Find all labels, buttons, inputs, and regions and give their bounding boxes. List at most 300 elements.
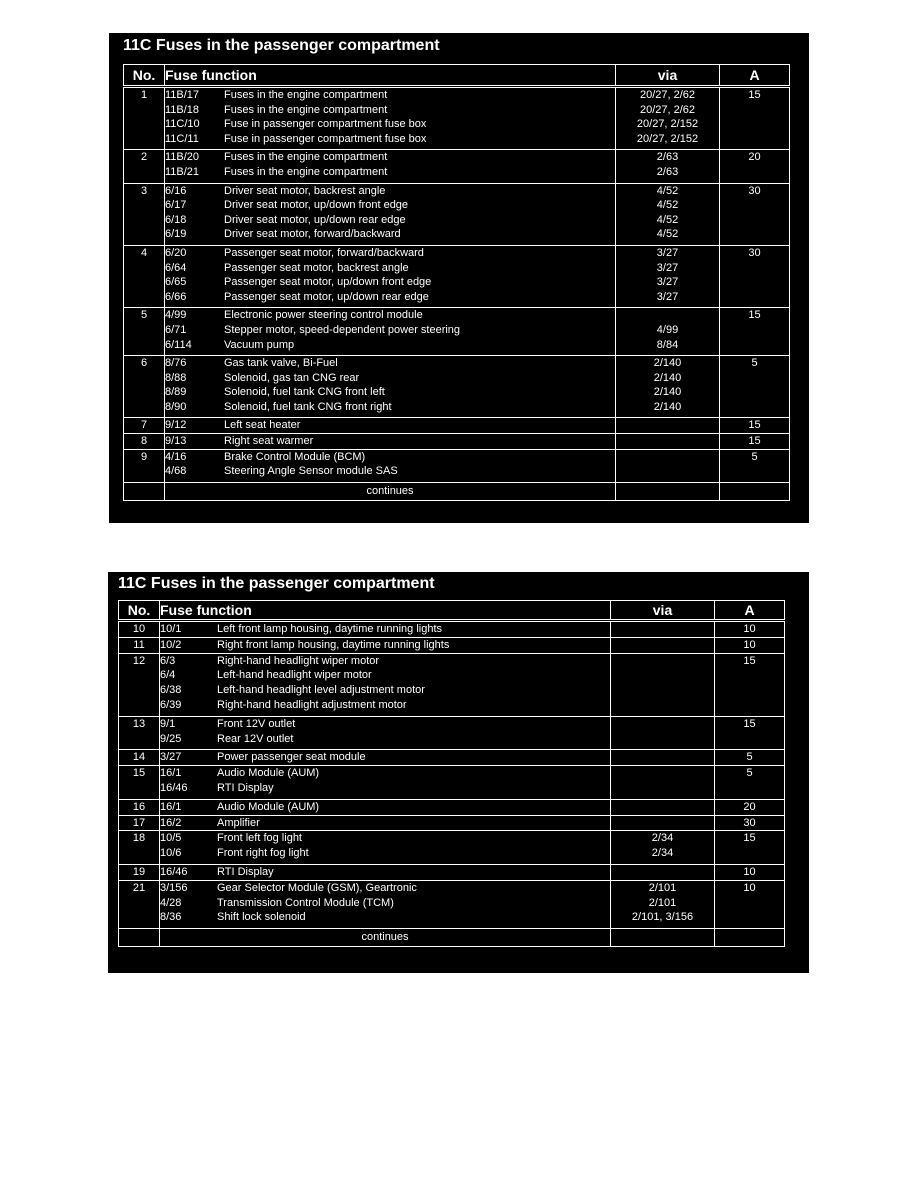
component-description: Shift lock solenoid [217,911,306,924]
component-description: Front 12V outlet [217,717,296,730]
table-row [119,716,785,750]
fuse-table [118,600,785,947]
via-value: 2/140 [653,371,682,384]
amperage-value: 15 [743,717,756,730]
via-value: 3/27 [656,261,679,274]
via-value [611,683,714,698]
table-row [124,150,790,183]
via-value [611,698,714,713]
fuse-number: 11 [133,638,145,651]
fuse-function-line [165,198,615,213]
table-row [119,880,785,928]
fuse-function-line [165,117,615,132]
fuse-panel-1 [109,33,809,523]
component-code: 6/3 [160,654,176,667]
component-description: Power passenger seat module [217,751,366,764]
via-cell [616,150,720,183]
fuse-number-cell [124,183,165,245]
fuse-function-line [160,781,610,796]
component-code: 16/46 [160,865,188,878]
via-value: 20/27, 2/62 [639,89,696,101]
via-value: 2/63 [656,165,679,178]
fuse-number-cell [119,880,160,928]
fuse-number: 4 [140,246,148,259]
component-code: 6/17 [165,199,187,212]
table-row [119,864,785,880]
amperage-cell [720,245,790,307]
component-code: 11B/17 [165,89,200,101]
component-code: 9/12 [165,419,187,432]
component-description: Solenoid, fuel tank CNG front left [224,386,385,399]
fuse-function-cell [165,87,616,150]
fuse-function-line [165,308,615,323]
amperage-value: 10 [743,623,756,635]
component-code: 11C/10 [165,118,200,131]
amperage-cell [720,356,790,418]
via-cell [616,356,720,418]
fuse-number-cell [124,434,165,450]
fuse-function-cell [165,183,616,245]
fuse-number-cell [119,637,160,653]
fuse-number: 8 [140,435,148,448]
component-code: 6/19 [165,228,187,241]
via-cell [611,799,715,815]
via-value: 4/52 [656,184,679,197]
amperage-cell [720,418,790,434]
component-code: 9/1 [160,717,176,730]
amperage-value: 15 [743,832,756,845]
component-description: Solenoid, gas tan CNG rear [224,371,360,384]
continues-label: continues [160,929,611,947]
via-value [616,464,719,479]
component-description: Solenoid, fuel tank CNG front right [224,400,392,413]
amperage-value: 15 [748,419,761,432]
fuse-function-cell [160,637,611,653]
table-row [119,766,785,800]
fuse-number: 12 [132,654,146,667]
component-description: Fuses in the engine compartment [224,89,388,101]
via-value: 4/99 [656,323,679,336]
amperage-value: 5 [751,357,758,370]
amperage-cell [720,183,790,245]
table-header-row [119,601,785,621]
via-value: 2/101, 3/156 [631,911,694,924]
fuse-function-cell [160,621,611,638]
fuse-number-cell [119,716,160,750]
amperage-cell [715,716,785,750]
fuse-number-cell [119,864,160,880]
fuse-function-line [165,132,615,147]
component-code: 11B/18 [165,103,200,116]
via-value: 2/140 [653,400,682,413]
fuse-panel-2 [108,572,809,973]
fuse-function-line [165,88,615,103]
fuse-function-line [160,766,610,781]
header-via: via [611,601,715,621]
component-description: Left-hand headlight wiper motor [217,669,372,682]
fuse-number: 17 [132,816,146,829]
via-value [611,717,714,732]
fuse-function-line [160,816,610,831]
amperage-value: 15 [748,309,761,322]
via-value: 2/140 [653,357,682,370]
table-row [124,87,790,150]
component-description: Right seat warmer [224,435,314,448]
fuse-number: 14 [132,751,146,764]
amperage-value: 20 [743,800,756,813]
via-value [616,450,719,465]
component-code: 6/20 [165,246,187,259]
via-value: 2/101 [648,881,677,894]
component-code: 6/65 [165,276,187,289]
component-code: 3/27 [160,751,182,764]
table-row [119,815,785,831]
fuse-number-cell [119,799,160,815]
fuse-function-cell [160,653,611,716]
table-row [119,831,785,865]
header-no: No. [124,65,165,87]
fuse-number-cell [124,245,165,307]
fuse-function-line [160,668,610,683]
fuse-function-line [165,290,615,305]
via-cell [611,831,715,865]
component-description: Fuse in passenger compartment fuse box [224,132,427,145]
via-cell [611,880,715,928]
component-description: Driver seat motor, forward/backward [224,228,401,241]
component-code: 4/16 [165,450,187,463]
component-code: 16/1 [160,800,182,813]
component-code: 4/68 [165,465,187,478]
via-cell [616,434,720,450]
fuse-function-line [160,865,610,880]
component-description: Steering Angle Sensor module SAS [224,465,398,478]
amperage-cell [715,799,785,815]
amperage-cell [715,766,785,800]
component-code: 6/38 [160,684,182,697]
fuse-function-cell [160,880,611,928]
component-description: Passenger seat motor, forward/backward [224,246,424,259]
via-cell [616,308,720,356]
fuse-function-cell [165,245,616,307]
component-description: Driver seat motor, backrest angle [224,184,386,197]
fuse-function-cell [165,418,616,434]
fuse-function-line [160,881,610,896]
via-value [611,638,714,653]
panel-title: 11C Fuses in the passenger compartment [123,37,440,54]
fuse-number: 9 [140,450,148,463]
component-code: 6/39 [160,698,182,711]
continues-label: continues [165,482,616,500]
component-description: Fuses in the engine compartment [224,103,388,116]
fuse-number-cell [119,621,160,638]
via-value: 3/27 [656,290,679,303]
via-cell [611,653,715,716]
via-value: 3/27 [656,276,679,289]
via-value: 20/27, 2/152 [636,118,699,131]
fuse-function-line [165,338,615,353]
via-value: 20/27, 2/62 [639,103,696,116]
amperage-cell [720,87,790,150]
component-code: 8/88 [165,371,187,384]
component-code: 6/16 [165,184,187,197]
via-value [616,434,719,449]
fuse-function-line [160,896,610,911]
amperage-cell [720,150,790,183]
fuse-number-cell [124,418,165,434]
fuse-number: 15 [132,767,146,780]
component-code: 6/71 [165,323,187,336]
component-code: 6/4 [160,669,176,682]
component-description: Passenger seat motor, up/down front edge [224,276,432,289]
table-row [119,637,785,653]
amperage-cell [715,831,785,865]
via-value [611,668,714,683]
fuse-function-line [165,165,615,180]
component-description: Passenger seat motor, backrest angle [224,261,409,274]
fuse-function-line [160,654,610,669]
fuse-function-cell [165,150,616,183]
via-value: 4/52 [656,213,679,226]
fuse-function-cell [165,434,616,450]
via-cell [616,87,720,150]
fuse-function-cell [160,831,611,865]
amperage-value: 15 [743,654,756,667]
fuse-function-line [165,385,615,400]
component-description: Left-hand headlight level adjustment motor [217,684,425,697]
fuse-number: 3 [140,184,148,197]
fuse-function-line [165,103,615,118]
fuse-function-cell [160,815,611,831]
component-description: Fuses in the engine compartment [224,151,388,164]
amperage-value: 30 [748,184,761,197]
fuse-number: 7 [140,419,148,432]
via-value [611,865,714,880]
amperage-value: 10 [743,638,756,651]
fuse-table [123,64,790,501]
fuse-function-cell [165,449,616,482]
component-code: 9/13 [165,435,187,448]
amperage-value: 30 [743,816,756,829]
component-description: Audio Module (AUM) [217,767,320,780]
amperage-value: 5 [751,450,758,463]
amperage-cell [715,880,785,928]
via-cell [616,245,720,307]
via-value: 2/140 [653,386,682,399]
amperage-cell [720,449,790,482]
fuse-function-line [160,698,610,713]
fuse-number: 2 [140,151,148,164]
component-code: 6/64 [165,261,187,274]
component-code: 10/1 [160,623,182,635]
component-description: Right front lamp housing, daytime running lights [217,638,450,651]
header-no: No. [119,601,160,621]
fuse-number: 5 [140,309,148,322]
fuse-number-cell [119,831,160,865]
header-via: via [616,65,720,87]
via-value: 2/63 [656,151,679,164]
component-code: 11B/21 [165,165,200,178]
via-value: 8/84 [656,338,679,351]
component-description: Stepper motor, speed-dependent power steering [224,323,461,336]
component-code: 10/2 [160,638,182,651]
via-cell [611,637,715,653]
via-value [611,622,714,637]
fuse-function-cell [160,716,611,750]
amperage-value: 10 [743,881,756,894]
component-code: 8/90 [165,400,187,413]
fuse-number: 21 [132,881,146,894]
fuse-function-line [165,150,615,165]
via-value: 4/52 [656,228,679,241]
table-row [124,418,790,434]
table-footer-row [119,929,785,947]
fuse-number-cell [124,308,165,356]
component-code: 11C/11 [165,132,199,145]
component-code: 11B/20 [165,151,200,164]
component-code: 6/66 [165,290,187,303]
table-row [124,434,790,450]
amperage-cell [715,653,785,716]
component-description: Front left fog light [217,832,302,845]
fuse-function-cell [165,356,616,418]
via-value [611,766,714,781]
fuse-function-line [160,622,610,637]
table-row [119,621,785,638]
fuse-function-cell [160,864,611,880]
amperage-value: 15 [748,89,761,101]
fuse-number-cell [124,356,165,418]
fuse-number: 6 [140,357,148,370]
fuse-function-line [165,434,615,449]
header-a: A [715,601,785,621]
table-footer-row [124,482,790,500]
table-row [119,750,785,766]
fuse-function-line [165,356,615,371]
amperage-cell [720,308,790,356]
fuse-function-line [165,184,615,199]
via-cell [611,621,715,638]
fuse-number: 1 [140,89,148,101]
component-description: RTI Display [217,865,274,878]
component-code: 16/2 [160,816,182,829]
table-row [124,449,790,482]
via-value: 4/52 [656,199,679,212]
component-code: 8/36 [160,911,182,924]
fuse-function-cell [160,799,611,815]
table-row [124,183,790,245]
component-description: Left seat heater [224,419,301,432]
fuse-number: 16 [132,800,146,813]
fuse-function-line [165,323,615,338]
fuse-number-cell [119,750,160,766]
component-description: Electronic power steering control module [224,309,423,322]
header-fuse-function: Fuse function [160,601,611,621]
component-description: Driver seat motor, up/down front edge [224,199,409,212]
amperage-value: 5 [746,767,753,780]
fuse-function-line [160,846,610,861]
via-value: 2/34 [651,832,674,845]
component-code: 8/76 [165,357,187,370]
table-row [119,653,785,716]
fuse-function-line [160,750,610,765]
component-description: Rear 12V outlet [217,732,294,745]
fuse-function-line [165,418,615,433]
via-value [611,816,714,831]
amperage-cell [715,815,785,831]
fuse-function-line [160,800,610,815]
via-cell [611,750,715,766]
fuse-function-line [160,638,610,653]
fuse-number: 10 [132,623,146,635]
amperage-cell [720,434,790,450]
fuse-function-cell [165,308,616,356]
fuse-function-line [165,246,615,261]
component-code: 16/1 [160,767,182,780]
component-description: Driver seat motor, up/down rear edge [224,213,406,226]
via-cell [611,716,715,750]
via-cell [611,864,715,880]
component-description: Gear Selector Module (GSM), Geartronic [217,881,417,894]
fuse-function-line [165,227,615,242]
component-code: 8/89 [165,386,187,399]
via-value: 2/101 [648,896,677,909]
component-description: RTI Display [217,781,274,794]
amperage-value: 10 [743,865,756,878]
component-description: Right-hand headlight adjustment motor [217,698,407,711]
fuse-function-line [165,400,615,415]
fuse-number-cell [124,449,165,482]
fuse-function-line [165,261,615,276]
component-description: Transmission Control Module (TCM) [217,896,394,909]
via-value: 20/27, 2/152 [636,132,699,145]
table-row [124,245,790,307]
component-code: 6/18 [165,213,187,226]
amperage-value: 20 [748,151,761,164]
fuse-number-cell [124,87,165,150]
amperage-value: 15 [748,435,761,448]
component-description: Right-hand headlight wiper motor [217,654,380,667]
via-value: 2/34 [651,847,674,860]
fuse-function-cell [160,766,611,800]
via-value [611,750,714,765]
via-value: 3/27 [656,246,679,259]
fuse-function-cell [160,750,611,766]
table-row [124,308,790,356]
fuse-number-cell [119,815,160,831]
component-description: Audio Module (AUM) [217,800,320,813]
header-fuse-function: Fuse function [165,65,616,87]
component-code: 6/114 [165,338,192,351]
amperage-cell [715,621,785,638]
via-value [611,800,714,815]
amperage-value: 5 [746,751,753,764]
fuse-function-line [160,831,610,846]
component-description: Front right fog light [217,847,309,860]
component-description: Amplifier [217,816,260,829]
amperage-cell [715,864,785,880]
component-code: 4/28 [160,896,182,909]
fuse-number: 18 [132,832,146,845]
table-row [119,799,785,815]
component-description: Brake Control Module (BCM) [224,450,366,463]
via-value [611,654,714,669]
amperage-value: 30 [748,246,761,259]
component-description: Fuses in the engine compartment [224,165,388,178]
panel-title: 11C Fuses in the passenger compartment [118,575,435,592]
via-value [611,781,714,796]
via-cell [616,183,720,245]
amperage-cell [715,637,785,653]
